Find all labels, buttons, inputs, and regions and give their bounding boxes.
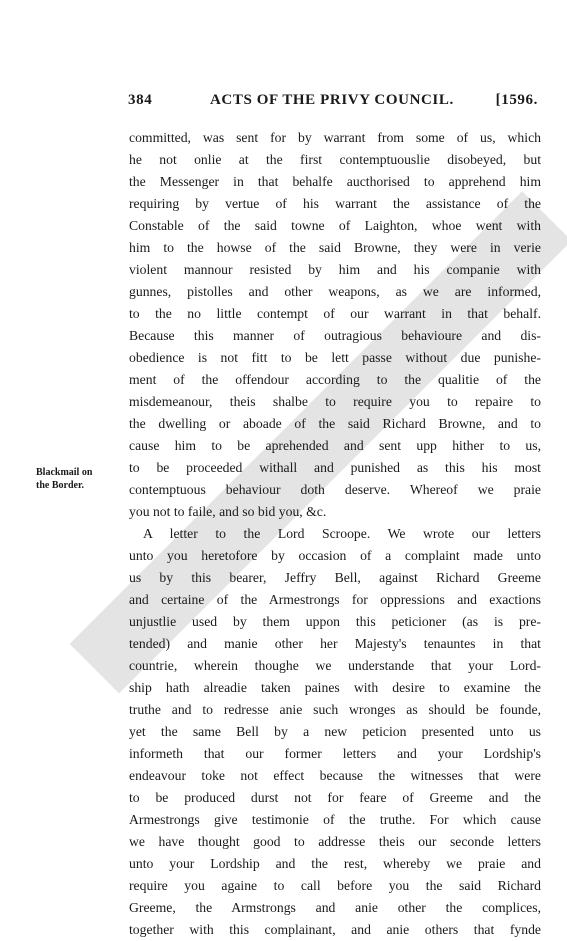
- text-line: unto your Lordship and the rest, whereby we praie and: [129, 856, 541, 871]
- text-line: truthe and to redresse anie such wronges as should be founde,: [129, 702, 541, 717]
- text-line: informeth that our former letters and your Lordship's: [129, 746, 541, 761]
- text-line: yet the same Bell by a new peticion presented unto us: [129, 724, 541, 739]
- paragraph-1: [129, 127, 541, 523]
- text-line: gunnes, pistolles and other weapons, as we are informed,: [129, 284, 541, 299]
- text-line: require you againe to call before you the said Richard: [129, 878, 541, 893]
- text-line: we have thought good to addresse theis our seconde letters: [129, 834, 541, 849]
- text-line: Constable of the said towne of Laighton, whoe went with: [129, 218, 541, 233]
- text-line: the dwelling or aboade of the said Richard Browne, and to: [129, 416, 541, 431]
- text-line: to be produced durst not for feare of Greeme and the: [129, 790, 541, 805]
- page-number: 384: [128, 92, 153, 108]
- header-year: [1596.: [495, 92, 538, 108]
- text-line: obedience is not fitt to be lett passe without due punishe-: [129, 350, 541, 365]
- margin-note-line: the Border.: [36, 480, 84, 491]
- text-line: cause him to be aprehended and sent upp hither to us,: [129, 438, 541, 453]
- text-line: you not to faile, and so bid you, &c.: [129, 504, 327, 519]
- text-line: A letter to the Lord Scroope. We wrote our letters: [143, 526, 541, 541]
- page-header: [128, 92, 538, 112]
- text-line: contemptuous behaviour doth deserve. Whereof we praie: [129, 482, 541, 497]
- text-line: the Messenger in that behalfe aucthorised to apprehend him: [129, 174, 541, 189]
- text-line: countrie, wherein thoughe we understande that your Lord-: [129, 658, 541, 673]
- running-title: ACTS OF THE PRIVY COUNCIL.: [210, 92, 454, 108]
- text-line: to be proceeded withall and punished as this his most: [129, 460, 541, 475]
- margin-note: [36, 466, 122, 492]
- text-line: violent mannour resisted by him and his companie with: [129, 262, 541, 277]
- text-line: unto you heretofore by occasion of a complaint made unto: [129, 548, 541, 563]
- text-line: ship hath alreadie taken paines with desire to examine the: [129, 680, 541, 695]
- text-line: Greeme, the Armstrongs and anie other the complices,: [129, 900, 541, 915]
- text-line: tended) and manie other her Majesty's tenauntes in that: [129, 636, 541, 651]
- text-line: Armestrongs give testimonie of the truthe. For which cause: [129, 812, 541, 827]
- text-line: ment of the offendour according to the qualitie of the: [129, 372, 541, 387]
- body-text: [129, 127, 541, 941]
- text-line: unjustlie used by them uppon this peticioner (as is pre-: [129, 614, 541, 629]
- text-line: Because this manner of outragious behavioure and dis-: [129, 328, 541, 343]
- text-line: him to the howse of the said Browne, they were in verie: [129, 240, 541, 255]
- text-line: committed, was sent for by warrant from some of us, which: [129, 130, 541, 145]
- text-line: together with this complainant, and anie others that fynde: [129, 922, 541, 937]
- text-line: to the no little contempt of our warrant in that behalf.: [129, 306, 541, 321]
- text-line: us by this bearer, Jeffry Bell, against Richard Greeme: [129, 570, 541, 585]
- text-line: and certaine of the Armestrongs for oppressions and exactions: [129, 592, 541, 607]
- paragraph-2: [129, 523, 541, 941]
- text-line: endeavour toke not effect because the witnesses that were: [129, 768, 541, 783]
- text-line: he not onlie at the first contemptuouslie disobeyed, but: [129, 152, 541, 167]
- margin-note-line: Blackmail on: [36, 467, 93, 478]
- text-line: misdemeanour, theis shalbe to require you to repaire to: [129, 394, 541, 409]
- text-line: requiring by vertue of his warrant the assistance of the: [129, 196, 541, 211]
